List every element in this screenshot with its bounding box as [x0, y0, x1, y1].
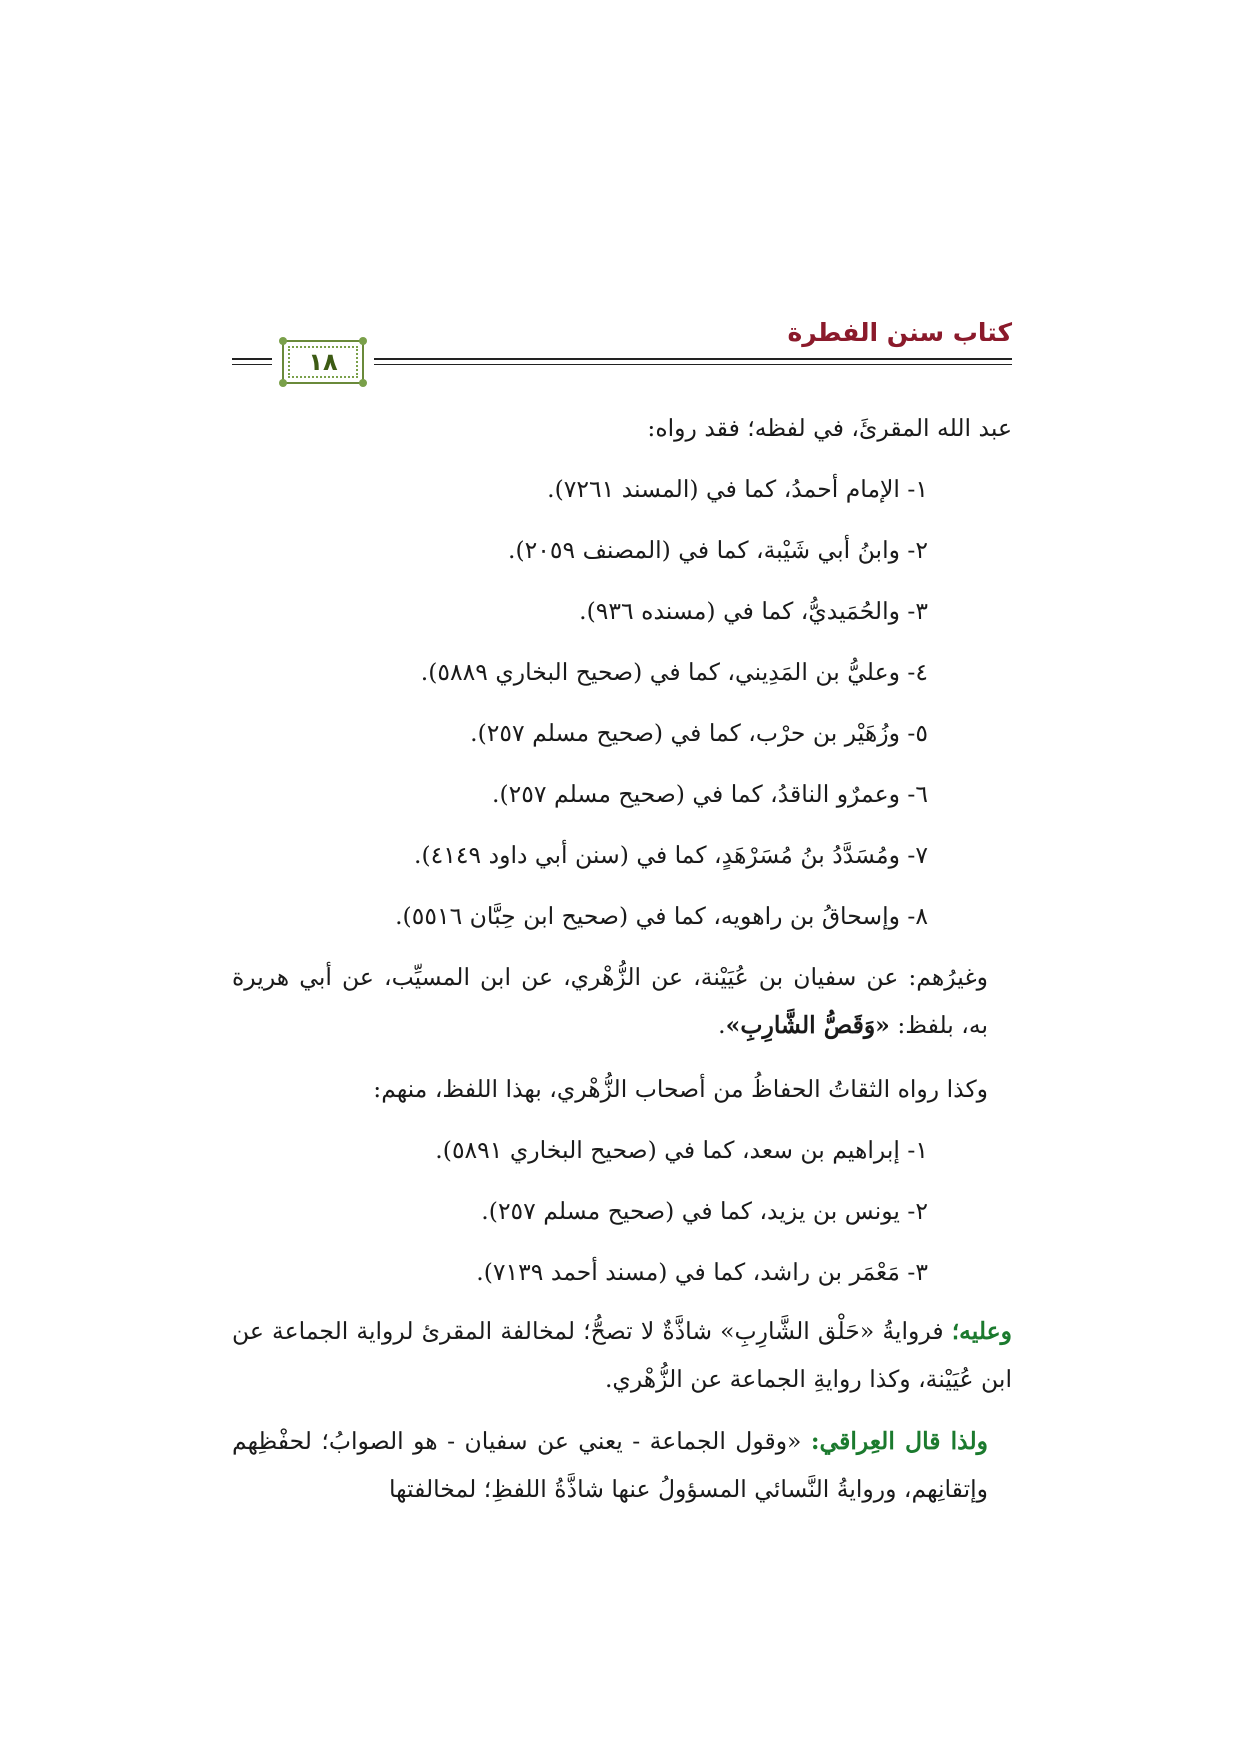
others-text: وغيرُهم: عن سفيان بن عُيَيْنة، عن الزُّهْري، عن ابن المسيِّب، عن أبي هريرة به، بلفظ: — [232, 963, 988, 1039]
badge-frame — [288, 346, 358, 378]
ornament-icon — [279, 337, 287, 345]
thiqat-line: وكذا رواه الثقاتُ الحفاظُ من أصحاب الزُّهْري، بهذا اللفظ، منهم: — [373, 1075, 988, 1103]
alayhi-label: وعليه؛ — [951, 1317, 1012, 1345]
page-number: ١٨ — [308, 348, 338, 376]
book-title: كتاب سنن الفطرة — [787, 318, 1012, 347]
list-item: ٥- وزُهَيْر بن حرْب، كما في (صحيح مسلم ٢٥٧). — [470, 719, 928, 747]
list-item: ٦- وعمرٌو الناقدُ، كما في (صحيح مسلم ٢٥٧). — [491, 780, 928, 808]
iraqi-label: ولذا قال العِراقي: — [810, 1427, 988, 1455]
list-item: ٧- ومُسَدَّدُ بنُ مُسَرْهَدٍ، كما في (سنن أبي داود ٤١٤٩). — [414, 841, 928, 869]
paragraph-others — [232, 953, 1012, 1049]
list-item: ٨- وإسحاقُ بن راهويه، كما في (صحيح ابن حِبَّان ٥٥١٦). — [395, 902, 928, 930]
body-text — [232, 398, 1012, 1513]
ornament-icon — [359, 379, 367, 387]
list-item: ١- إبراهيم بن سعد، كما في (صحيح البخاري ٥٨٩١). — [435, 1136, 928, 1164]
list-item: ٣- والحُمَيديُّ، كما في (مسنده ٩٣٦). — [579, 597, 928, 625]
page-number-badge — [282, 340, 364, 384]
page-header — [232, 318, 1012, 390]
alayhi-text: فروايةُ «حَلْق الشَّارِبِ» شاذَّةٌ لا تصحُّ؛ لمخالفة المقرئ لرواية الجماعة عن ابن عُيَيْنة، وكذا روايةِ الجماعة عن الزُّهْري. — [232, 1317, 1012, 1393]
list-item: ٣- مَعْمَر بن راشد، كما في (مسند أحمد ٧١٣٩). — [476, 1258, 928, 1286]
paragraph-alayhi — [232, 1307, 1012, 1403]
list-item: ٢- يونس بن يزيد، كما في (صحيح مسلم ٢٥٧). — [481, 1197, 928, 1225]
paragraph-iraqi — [232, 1417, 1012, 1513]
list-item: ٤- وعليُّ بن المَدِيني، كما في (صحيح البخاري ٥٨٨٩). — [420, 658, 928, 686]
list-item: ٢- وابنُ أبي شَيْبة، كما في (المصنف ٢٠٥٩). — [507, 536, 928, 564]
quoted-phrase: «وَقَصُّ الشَّارِبِ» — [725, 1011, 890, 1039]
period: . — [718, 1011, 726, 1039]
list-item: ١- الإمام أحمدُ، كما في (المسند ٧٢٦١). — [547, 475, 928, 503]
iraqi-text: «وقول الجماعة - يعني عن سفيان - هو الصوابُ؛ لحفْظِهم وإتقانِهم، وروايةُ النَّسائي المسؤولُ عنها شاذَّةُ اللفظِ؛ لمخالفتها — [232, 1427, 988, 1503]
intro-line: عبد الله المقرئَ، في لفظه؛ فقد رواه: — [647, 414, 1012, 442]
ornament-icon — [359, 337, 367, 345]
ornament-icon — [279, 379, 287, 387]
